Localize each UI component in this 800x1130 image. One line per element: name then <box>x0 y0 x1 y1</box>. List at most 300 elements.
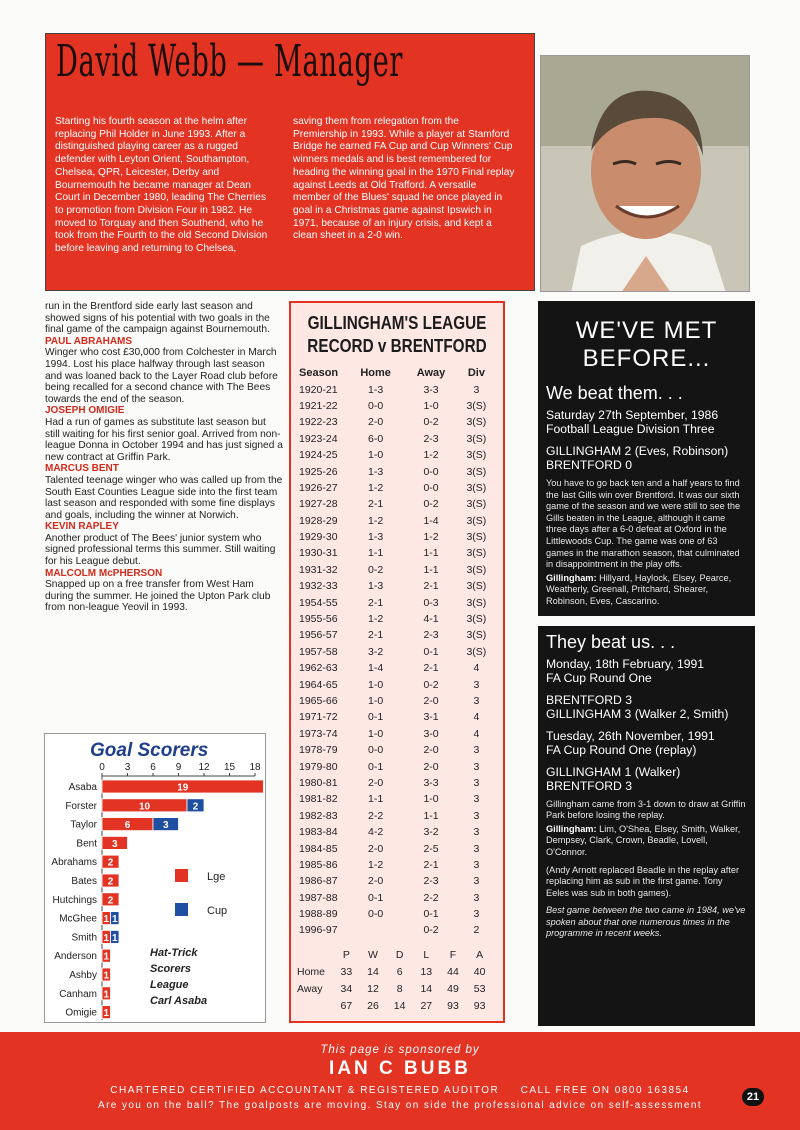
bar-value-label: 1 <box>103 951 110 963</box>
record-cell: 4 <box>473 711 480 724</box>
record-cell: 1980-81 <box>299 776 338 789</box>
record-cell: 0-2 <box>423 678 439 691</box>
player-bio: Another product of The Bees' junior system who signed professional terms this summer. Still waiting for his League debut. <box>45 532 276 568</box>
category-label: McGhee <box>59 913 97 925</box>
record-cell: 1984-85 <box>299 842 338 855</box>
bar-value-label: 1 <box>103 932 110 944</box>
record-cell: 1-1 <box>423 563 439 576</box>
match1-score-line2: BRENTFORD 0 <box>546 458 632 472</box>
chart-title: Goal Scorers <box>90 740 209 761</box>
record-cell: 3-3 <box>423 776 439 789</box>
record-cell: 2-0 <box>368 875 384 888</box>
goal-scorers-chart <box>44 733 266 1023</box>
match3-score-line2: BRENTFORD 3 <box>546 778 632 793</box>
category-label: Bates <box>71 876 97 887</box>
record-cell: 1986-87 <box>299 875 338 888</box>
record-cell: 1925-26 <box>299 465 338 478</box>
bar-value-label: 3 <box>111 838 118 850</box>
record-cell: 3(S) <box>466 514 487 527</box>
hat-trick-annotation: League <box>150 979 189 991</box>
match-date <box>546 408 747 436</box>
bar-value-label: 1 <box>103 970 110 982</box>
record-cell: 1928-29 <box>299 514 338 527</box>
record-cell: 3 <box>473 842 480 855</box>
match1-competition: Football League Division Three <box>546 422 715 436</box>
x-tick-label: 15 <box>223 762 236 773</box>
totals-cell: 49 <box>447 982 459 995</box>
match3-note: (Andy Arnott replaced Beadle in the replay after replacing him as sub in the first game. Tony Eeles was sub in both games). <box>546 864 740 898</box>
record-cell: 3 <box>473 875 480 888</box>
record-cell: 2-1 <box>368 498 384 511</box>
record-row <box>299 840 495 856</box>
manager-bio-col2: saving them from relegation from the Premiership in 1993. While a player at Stamford Bridge he earned FA Cup and Cup Winners' Cup winners medals and is best remembered for heading the winning goal in the 1970 Final replay against Leeds at Old Trafford. A versatile member of the Blues' squad he once played in goal in a Christmas game against Ipswich in 1971, because of an injury crisis, and kept a clean sheet in a 2-0 win. <box>293 116 515 242</box>
record-cell: 3(S) <box>466 481 487 494</box>
record-row <box>299 529 495 545</box>
record-cell: 2-0 <box>423 760 439 773</box>
record-cell: 1971-72 <box>299 711 338 724</box>
page-number: 21 <box>742 1088 764 1106</box>
sponsor-footer <box>0 1032 800 1130</box>
record-cell: 1962-63 <box>299 662 338 675</box>
match3-lineup <box>546 824 747 859</box>
record-row <box>299 726 495 742</box>
match2-score <box>546 693 747 721</box>
record-cell: 1-2 <box>423 449 439 462</box>
match2-score-line1: BRENTFORD 3 <box>546 692 632 707</box>
record-cell: 1-1 <box>423 809 439 822</box>
record-cell: 1-0 <box>368 695 384 707</box>
totals-cell <box>297 997 333 1014</box>
league-record-box <box>289 301 505 1023</box>
record-cell: 3(S) <box>466 613 487 626</box>
legend-swatch <box>175 869 188 882</box>
record-cell: 2-3 <box>423 629 439 642</box>
category-label: Taylor <box>70 819 97 831</box>
lineup-names: Lim, O'Shea, Elsey, Smith, Walker, Dempsey, Clark, Crown, Beadle, Lovell, O'Connor. <box>546 823 741 857</box>
player-bio: Talented teenage winger who was called up from the South East Counties League side into the first team last season and responded with some fine displays and goals, including the winner at Norwich. <box>45 474 283 521</box>
record-row <box>299 758 495 774</box>
sponsor-details: CHARTERED CERTIFIED ACCOUNTANT & REGISTERED AUDITOR CALL FREE ON 0800 163854 <box>110 1085 690 1096</box>
record-cell: 3 <box>473 891 480 904</box>
record-cell: 1922-23 <box>299 416 338 429</box>
record-cell: 3 <box>473 678 480 691</box>
record-cell: 3 <box>473 858 480 871</box>
record-cell: 0-0 <box>368 908 384 921</box>
player-name: MARCUS BENT <box>45 463 119 475</box>
bar-value-label: 6 <box>124 820 131 832</box>
record-cell: 1923-24 <box>299 432 338 445</box>
totals-cell: 8 <box>396 982 403 995</box>
record-cell: 3 <box>473 826 480 839</box>
record-row <box>299 431 495 447</box>
match1-date: Saturday 27th September, 1986 <box>546 408 719 422</box>
record-row <box>299 857 495 873</box>
record-cell: 3 <box>473 809 480 822</box>
totals-cell: 14 <box>393 999 406 1012</box>
record-totals-table <box>297 946 493 1014</box>
record-row <box>299 496 495 512</box>
we-beat-them-heading: We beat them. . . <box>546 383 683 403</box>
record-cell: 3-2 <box>368 645 384 658</box>
record-cell: 1-3 <box>368 465 384 478</box>
totals-header-cell: L <box>423 948 430 961</box>
totals-header-cell: P <box>342 948 350 961</box>
record-row <box>299 611 495 627</box>
record-cell: 3(S) <box>466 580 487 593</box>
they-beat-us-heading: They beat us. . . <box>546 631 676 652</box>
section-divider <box>538 616 755 626</box>
match3-date <box>546 729 747 757</box>
record-cell: 1-2 <box>368 481 384 494</box>
record-cell: 0-0 <box>423 481 439 494</box>
record-cell: 3(S) <box>466 531 487 544</box>
record-cell <box>347 922 404 938</box>
record-cell: 2 <box>473 924 480 937</box>
record-row <box>299 480 495 496</box>
category-label: Canham <box>59 988 97 1000</box>
totals-cell: 12 <box>367 982 379 995</box>
record-row <box>299 447 495 463</box>
record-cell: 1924-25 <box>299 449 338 462</box>
record-cell: 3(S) <box>466 563 487 576</box>
met-title <box>546 317 747 373</box>
record-cell: 1-0 <box>423 399 439 412</box>
match2-score-line2: GILLINGHAM 3 (Walker 2, Smith) <box>546 706 729 721</box>
hat-trick-annotation: Carl Asaba <box>150 995 208 1007</box>
record-row <box>299 873 495 889</box>
lineup-names: Hillyard, Haylock, Elsey, Pearce, Weatherly, Greenall, Pritchard, Shearer, Robinson, Eves, Cascarino. <box>546 572 732 606</box>
record-cell: 1954-55 <box>299 596 338 609</box>
record-cell: 2-3 <box>423 432 439 445</box>
goal-scorers-svg <box>45 734 267 1024</box>
record-cell: 1931-32 <box>299 563 338 576</box>
record-cell: 3(S) <box>466 432 487 445</box>
record-cell: 0-0 <box>368 399 384 412</box>
x-tick-label: 9 <box>175 762 182 773</box>
record-cell: 3-1 <box>423 711 439 724</box>
totals-header-cell: W <box>368 948 378 961</box>
bar-value-label: 2 <box>107 876 114 888</box>
record-cell: 1927-28 <box>299 498 338 511</box>
category-label: Hutchings <box>52 894 97 906</box>
record-cell: 3 <box>473 908 480 921</box>
x-tick-label: 12 <box>198 762 210 773</box>
record-cell: 2-1 <box>368 629 384 642</box>
record-cell: 4 <box>473 662 480 675</box>
bar-value-label: 2 <box>107 857 114 869</box>
match1-report: You have to go back ten and a half years to find the last Gills win over Brentford. It was our sixth game of the season and we were still to see the Gills beaten in the League, although it came three days after a 6-0 defeat at Oxford in the Littlewoods Cup. The game was one of 63 games in the marathon season, that culminated in disappointment in the play offs. <box>546 478 741 570</box>
record-cell: 0-1 <box>368 760 384 773</box>
record-row <box>299 709 495 725</box>
match3-date-text: Tuesday, 26th November, 1991 <box>546 728 715 743</box>
record-cell: 2-1 <box>423 662 439 675</box>
totals-header-cell: A <box>476 948 484 961</box>
record-cell: 1-4 <box>423 514 439 527</box>
record-cell: 1982-83 <box>299 809 338 822</box>
record-header-cell: Div <box>467 367 485 380</box>
totals-row <box>297 963 493 980</box>
record-row <box>299 644 495 660</box>
totals-cell: 93 <box>447 999 459 1012</box>
record-cell: 1979-80 <box>299 760 338 773</box>
record-cell: 0-1 <box>368 711 384 724</box>
record-cell: 3 <box>473 383 480 396</box>
bar-value-label: 1 <box>103 914 110 926</box>
bar-value-label: 2 <box>107 895 114 907</box>
record-cell: 1-0 <box>368 727 384 740</box>
record-cell: 3(S) <box>466 645 487 658</box>
record-cell: 1981-82 <box>299 793 338 806</box>
legend-label: Lge <box>207 871 226 883</box>
bar-value-label: 1 <box>103 1008 110 1020</box>
player-bio: Winger who cost £30,000 from Colchester in March 1994. Lost his place halfway through last season and was loaned back to the Layer Road club before being recalled for a second chance with The Bees towards the end of the season. <box>45 347 278 405</box>
record-row <box>299 676 495 692</box>
record-cell: 1-3 <box>368 383 384 396</box>
match2-date <box>546 657 747 685</box>
lineup-label: Gillingham: <box>546 572 597 583</box>
match3-score-line1: GILLINGHAM 1 (Walker) <box>546 764 681 779</box>
record-cell: 1-0 <box>368 449 384 462</box>
match2-competition: FA Cup Round One <box>546 670 652 685</box>
record-cell: 1965-66 <box>299 695 338 707</box>
record-cell: 1-0 <box>423 793 439 806</box>
record-cell: 0-2 <box>423 416 439 429</box>
record-cell: 2-0 <box>368 776 384 789</box>
record-cell: 1-2 <box>423 531 439 544</box>
record-cell: 1987-88 <box>299 891 338 904</box>
record-cell: 3 <box>473 744 480 757</box>
record-cell: 2-0 <box>368 842 384 855</box>
record-cell: 3 <box>473 793 480 806</box>
record-row <box>299 693 495 709</box>
hat-trick-annotation: Scorers <box>150 963 191 975</box>
record-cell: 3(S) <box>466 547 487 560</box>
lineup-label: Gillingham: <box>546 823 597 834</box>
legend-swatch <box>175 903 188 916</box>
category-label: Omigie <box>65 1007 97 1019</box>
record-cell: 1985-86 <box>299 858 338 871</box>
record-row <box>299 513 495 529</box>
record-cell: 1983-84 <box>299 826 338 839</box>
record-cell: 1955-56 <box>299 613 338 626</box>
totals-row <box>297 980 493 997</box>
category-label: Ashby <box>69 970 97 981</box>
match3-report: Gillingham came from 3-1 down to draw at Griffin Park before losing the replay. <box>546 798 746 821</box>
record-row <box>299 775 495 791</box>
record-cell: 2-0 <box>368 416 384 429</box>
totals-cell: 53 <box>473 982 486 995</box>
record-cell: 3(S) <box>466 399 487 412</box>
manager-bio-col1: Starting his fourth season at the helm after replacing Phil Holder in June 1993. After a distinguished playing career as a rugged defender with Leyton Orient, Southampton, Chelsea, QPR, Leicester, Derby and Bournemouth he became manager at Dean Court in December 1980, leading The Cherries to promotion from Division Four in 1982. He moved to Torquay and then Southend, who he took from the Fourth to the old Second Division before leaving and returning to Chelsea, <box>55 116 268 255</box>
record-cell: 0-0 <box>423 465 439 478</box>
record-cell: 3-0 <box>423 727 439 740</box>
bar-value-label: 10 <box>138 801 151 813</box>
category-label: Asaba <box>68 782 97 793</box>
player-bios <box>45 301 283 614</box>
record-cell: 2-5 <box>423 842 439 855</box>
totals-cell: 14 <box>367 965 379 978</box>
record-row <box>299 594 495 610</box>
record-cell: 2-0 <box>423 695 439 707</box>
x-tick-label: 18 <box>249 762 261 773</box>
record-cell: 3(S) <box>466 629 487 642</box>
record-cell: 1-4 <box>368 662 384 675</box>
record-cell: 1-3 <box>368 531 384 544</box>
category-label: Anderson <box>54 951 97 963</box>
bar-value-label: 1 <box>103 989 110 1001</box>
record-cell: 1-0 <box>368 678 384 691</box>
record-cell: 2-1 <box>368 596 384 609</box>
legend-label: Cup <box>207 905 228 917</box>
record-cell: 2-2 <box>423 891 439 904</box>
bar-value-label: 1 <box>111 932 118 944</box>
record-table <box>299 365 495 939</box>
record-row <box>299 398 495 414</box>
record-header-cell: Season <box>299 367 339 380</box>
record-cell: 1930-31 <box>299 547 338 560</box>
x-tick-label: 6 <box>150 762 156 773</box>
category-label: Abrahams <box>51 857 97 869</box>
record-row <box>299 808 495 824</box>
record-cell: 4-2 <box>368 826 384 839</box>
sponsor-label: This page is sponsored by <box>320 1044 480 1056</box>
record-row <box>299 660 495 676</box>
totals-cell: Home <box>297 965 326 978</box>
record-cell: 3 <box>473 760 480 773</box>
player-name: KEVIN RAPLEY <box>45 521 119 533</box>
player-bio: Had a run of games as substitute last season but still waiting for his first senior goal. Arrived from non-league Donna in October 1994 and has just signed a new contract at Griffin Park. <box>45 416 283 463</box>
bar-value-label: 1 <box>111 914 118 926</box>
record-row <box>299 742 495 758</box>
record-cell: 1996-97 <box>299 924 338 937</box>
record-cell: 1-2 <box>368 613 384 626</box>
totals-cell: 33 <box>340 965 353 978</box>
met-before-box <box>538 301 755 1026</box>
category-label: Bent <box>76 838 97 850</box>
x-tick-label: 3 <box>124 762 131 773</box>
record-cell: 1-3 <box>368 580 384 593</box>
totals-row <box>297 997 493 1014</box>
sponsor-name: IAN C BUBB <box>329 1058 471 1079</box>
record-cell: 3(S) <box>466 465 487 478</box>
record-cell: 0-0 <box>368 744 384 757</box>
record-cell: 0-1 <box>423 645 439 658</box>
match2-date-text: Monday, 18th February, 1991 <box>546 656 705 671</box>
match3-competition: FA Cup Round One (replay) <box>546 742 697 757</box>
record-cell: 0-2 <box>423 924 439 937</box>
record-cell: 0-1 <box>368 891 384 904</box>
totals-cell: 34 <box>340 982 353 995</box>
record-cell: 4-1 <box>423 613 439 626</box>
bio-intro: run in the Brentford side early last season and showed signs of his potential with two goals in the final game of the campaign against Bournemouth. <box>45 301 270 336</box>
record-cell: 1978-79 <box>299 744 338 757</box>
totals-cell: 27 <box>420 999 433 1012</box>
player-name: PAUL ABRAHAMS <box>45 335 133 347</box>
record-cell: 2-1 <box>423 580 439 593</box>
totals-cell: 26 <box>367 999 379 1012</box>
met-title-line1: WE'VE MET <box>575 317 718 344</box>
record-cell: 1-2 <box>368 858 384 871</box>
record-cell: 1-1 <box>423 547 439 560</box>
record-header-cell: Home <box>360 367 391 380</box>
record-cell: 3 <box>473 695 480 707</box>
record-row <box>299 627 495 643</box>
player-name: MALCOLM McPHERSON <box>45 567 163 579</box>
record-title <box>307 312 487 358</box>
x-tick-label: 0 <box>99 762 105 773</box>
record-cell: 3-3 <box>423 383 439 396</box>
totals-cell: 14 <box>420 982 433 995</box>
totals-cell: Away <box>297 982 323 995</box>
match3-score <box>546 765 747 793</box>
record-row <box>299 562 495 578</box>
record-row <box>299 414 495 430</box>
record-cell: 3(S) <box>466 596 487 609</box>
totals-header-cell <box>297 946 333 963</box>
manager-photo <box>540 55 750 292</box>
record-row <box>299 890 495 906</box>
record-row <box>299 578 495 594</box>
record-cell: 3(S) <box>466 416 487 429</box>
record-row <box>299 791 495 807</box>
category-label: Smith <box>71 932 97 944</box>
record-cell: 3(S) <box>466 449 487 462</box>
record-cell: 0-2 <box>423 498 439 511</box>
bar-value-label: 3 <box>162 820 169 832</box>
category-label: Forster <box>65 800 97 812</box>
totals-header-cell: D <box>395 948 404 961</box>
match1-score <box>546 444 747 472</box>
record-row <box>299 906 495 922</box>
record-cell: 1964-65 <box>299 678 338 691</box>
player-name: JOSEPH OMIGIE <box>45 405 125 417</box>
record-cell: 2-2 <box>368 809 384 822</box>
record-title-line2: RECORD v BRENTFORD <box>307 336 487 356</box>
record-cell: 1921-22 <box>299 399 338 412</box>
record-cell: 3 <box>473 776 480 789</box>
record-cell: 1929-30 <box>299 531 338 544</box>
record-cell: 0-2 <box>368 563 384 576</box>
match1-lineup <box>546 573 747 608</box>
record-cell: 1932-33 <box>299 580 338 593</box>
record-cell: 1926-27 <box>299 481 338 494</box>
manager-profile-box <box>45 33 535 291</box>
record-cell: 1988-89 <box>299 908 338 921</box>
record-cell: 3-2 <box>423 826 439 839</box>
record-cell: 2-3 <box>423 875 439 888</box>
totals-cell: 67 <box>340 999 353 1012</box>
sponsor-tagline: Are you on the ball? The goalposts are moving. Stay on side the professional advice on self-assessment <box>98 1100 702 1111</box>
totals-cell: 6 <box>396 965 403 978</box>
met-title-line2: BEFORE... <box>582 345 711 372</box>
totals-cell: 13 <box>420 965 433 978</box>
totals-header-cell: F <box>449 948 457 961</box>
record-row <box>299 381 495 397</box>
record-row <box>299 824 495 840</box>
totals-cell: 93 <box>473 999 486 1012</box>
bar-value-label: 19 <box>177 782 189 794</box>
record-cell: 1-2 <box>368 514 384 527</box>
record-cell: 1920-21 <box>299 383 338 396</box>
record-header-cell: Away <box>416 367 446 380</box>
totals-cell: 44 <box>447 965 459 978</box>
record-row <box>299 922 495 938</box>
record-row <box>299 545 495 561</box>
record-cell: 6-0 <box>368 432 384 445</box>
player-bio: Snapped up on a free transfer from West Ham during the summer. He joined the Upton Park club from non-league Yeovil in 1993. <box>45 579 271 614</box>
record-cell: 0-1 <box>423 908 439 921</box>
record-cell: 3(S) <box>466 498 487 511</box>
